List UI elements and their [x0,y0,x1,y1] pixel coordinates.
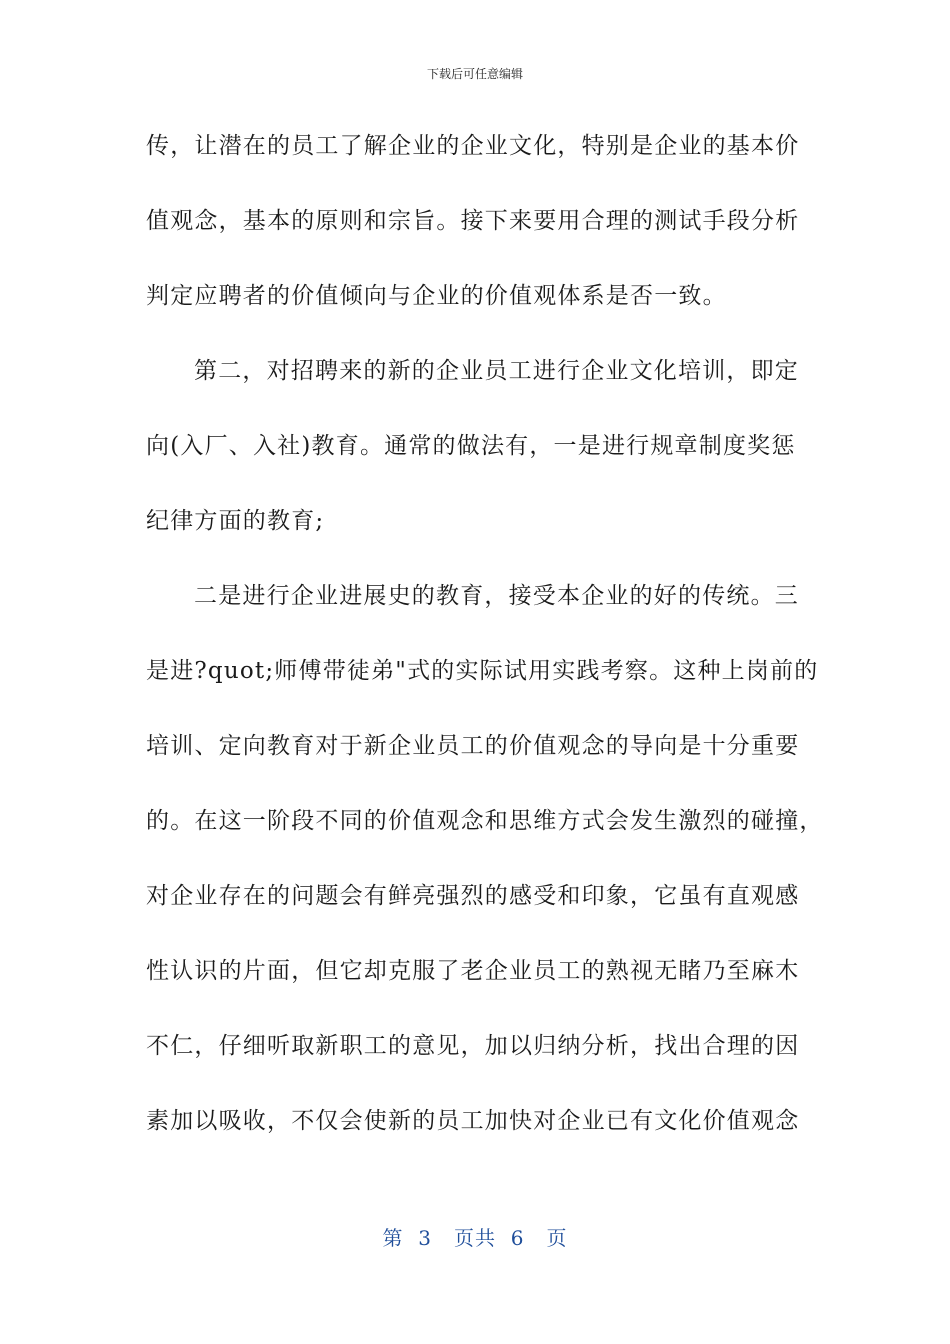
paragraph-start-line: 第二，对招聘来的新的企业员工进行企业文化培训，即定 [194,358,799,384]
page-header-note: 下载后可任意编辑 [426,67,523,81]
text-line: 的。在这一阶段不同的价值观念和思维方式会发生激烈的碰撞， [146,808,824,834]
document-body [146,126,824,1176]
paragraph-start-line: 二是进行企业进展史的教育，接受本企业的好的传统。三 [194,583,799,609]
text-line: 纪律方面的教育; [146,508,325,534]
text-line: 是进?quot;师傅带徒弟"式的实际试用实践考察。这种上岗前的 [146,658,819,684]
text-line: 不仁，仔细听取新职工的意见，加以归纳分析，找出合理的因 [146,1033,800,1059]
text-line: 素加以吸收，不仅会使新的员工加快对企业已有文化价值观念 [146,1108,800,1134]
text-line: 传，让潜在的员工了解企业的企业文化，特别是企业的基本价 [146,133,800,159]
text-line: 值观念，基本的原则和宗旨。接下来要用合理的测试手段分析 [146,208,800,234]
text-line: 向(入厂、入社)教育。通常的做法有，一是进行规章制度奖惩 [146,433,796,459]
text-line: 培训、定向教育对于新企业员工的价值观念的导向是十分重要 [146,733,800,759]
page-number-footer: 第 3 页共 6 页 [382,1226,568,1250]
text-line: 性认识的片面，但它却克服了老企业员工的熟视无睹乃至麻木 [146,958,800,984]
text-line: 对企业存在的问题会有鲜亮强烈的感受和印象，它虽有直观感 [146,883,800,909]
text-line: 判定应聘者的价值倾向与企业的价值观体系是否一致。 [146,283,727,309]
